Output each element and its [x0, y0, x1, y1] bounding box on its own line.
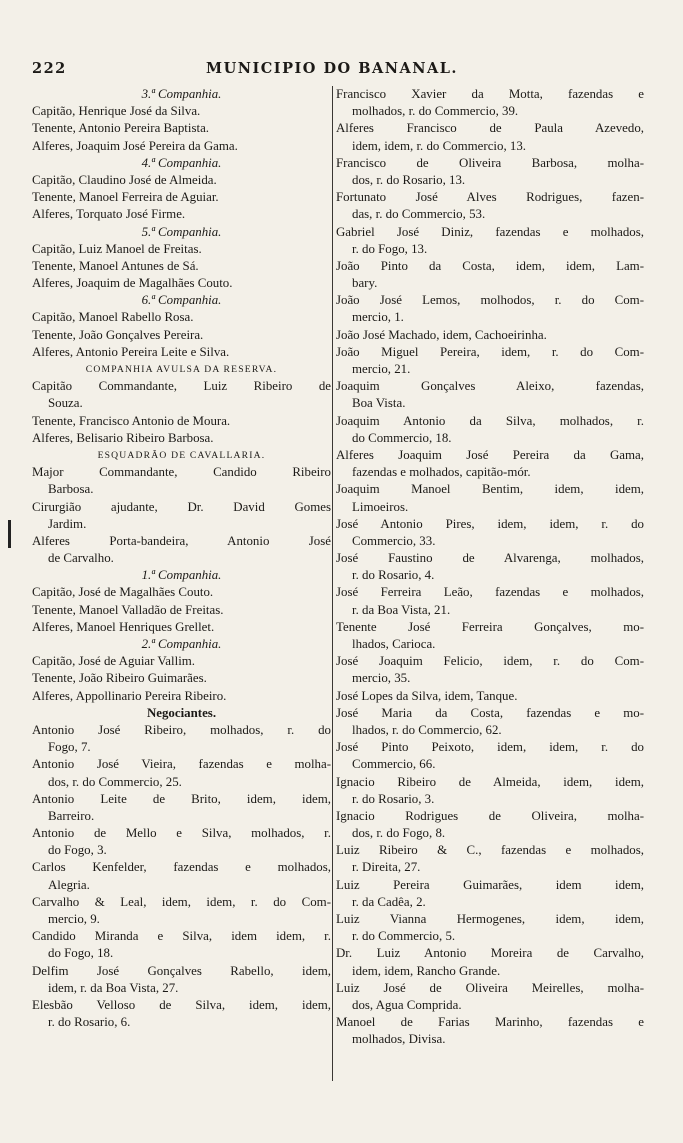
text-line: Luiz Vianna Hermogenes, idem, idem, [336, 912, 644, 926]
text-line: lhados, r. do Commercio, 62. [352, 722, 502, 737]
text-line: Negociantes. [146, 705, 217, 720]
running-header [32, 60, 632, 84]
text-line: ESQUADRÃO DE CAVALLARIA. [97, 449, 266, 461]
text-line: Carlos Kenfelder, fazendas e molhados, [32, 860, 331, 875]
text-line: Alferes, Manoel Henriques Grellet. [32, 619, 215, 634]
text-line: Manoel de Farias Marinho, fazendas e [336, 1015, 644, 1030]
text-line: bary. [352, 276, 378, 291]
text-line: Tenente, Francisco Antonio de Moura. [32, 413, 231, 428]
text-line: molhados, r. do Commercio, 39. [352, 104, 519, 119]
text-line: José Ferreira Leão, fazendas e molhados, [336, 585, 644, 600]
text-line: Gabriel José Diniz, fazendas e molhados, [336, 224, 644, 239]
text-line: 2.ª Companhia. [141, 637, 222, 651]
text-line: José Faustino de Alvarenga, molhados, [336, 551, 644, 566]
text-line: 5.ª Companhia. [141, 224, 222, 239]
text-line: Joaquim Gonçalves Aleixo, fazendas, [336, 379, 644, 394]
text-line: de Carvalho. [48, 551, 114, 566]
text-line: Capitão, Claudino José de Almeida. [32, 172, 217, 187]
text-line: Elesbão Velloso de Silva, idem, idem, [32, 997, 331, 1012]
text-line: mercio, 1. [352, 310, 404, 325]
text-line: dos, Agua Comprida. [352, 997, 462, 1012]
text-line: das, r. do Commercio, 53. [352, 207, 486, 222]
text-line: João José Machado, idem, Cachoeirinha. [336, 327, 547, 342]
text-line: dos, r. do Fogo, 8. [352, 826, 446, 841]
text-line: Delfim José Gonçalves Rabello, idem, [32, 963, 331, 978]
text-line: 3.ª Companhia. [141, 87, 222, 101]
text-line: Dr. Luiz Antonio Moreira de Carvalho, [336, 946, 644, 961]
text-line: Commercio, 66. [352, 757, 436, 772]
text-line: 6.ª Companhia. [141, 293, 222, 308]
text-line: Commercio, 33. [352, 533, 436, 548]
text-line: 4.ª Companhia. [141, 155, 222, 170]
text-line: r. do Rosario, 4. [352, 568, 435, 583]
text-line: Alegria. [48, 877, 90, 892]
text-line: Barbosa. [48, 482, 94, 497]
text-line: dos, r. do Rosario, 13. [352, 172, 466, 187]
text-line: Capitão, Luiz Manoel de Freitas. [32, 241, 202, 256]
text-line: COMPANHIA AVULSA DA RESERVA. [85, 364, 278, 375]
text-line: Francisco Xavier da Motta, fazendas e [336, 87, 644, 101]
text-line: Capitão, José de Magalhães Couto. [32, 585, 214, 600]
text-line: r. do Rosario, 6. [48, 1015, 131, 1030]
text-line: Luiz Ribeiro & C., fazendas e molhados, [336, 843, 644, 858]
text-line: Alferes, Torquato José Firme. [32, 207, 186, 222]
text-line: Alferes, Appollinario Pereira Ribeiro. [32, 688, 227, 703]
text-line: Tenente, Antonio Pereira Baptista. [32, 121, 210, 136]
text-line: Major Commandante, Candido Ribeiro [32, 465, 331, 480]
text-line: molhados, Divisa. [352, 1032, 446, 1047]
text-line: lhados, Carioca. [352, 637, 436, 651]
text-line: Boa Vista. [352, 396, 406, 411]
text-line: Alferes Porta-bandeira, Antonio José [32, 533, 331, 548]
text-line: Barreiro. [48, 808, 95, 823]
text-line: r. do Rosario, 3. [352, 791, 435, 806]
text-line: Alferes Joaquim José Pereira da Gama, [336, 447, 644, 462]
text-line: Jardim. [48, 516, 87, 531]
text-line: do Fogo, 18. [48, 946, 114, 961]
text-line: Antonio de Mello e Silva, molhados, r. [32, 826, 331, 841]
left-column [32, 86, 331, 1031]
text-line: Capitão Commandante, Luiz Ribeiro de [32, 379, 331, 394]
text-line: Luiz Pereira Guimarães, idem idem, [336, 877, 644, 892]
text-line: do Fogo, 3. [48, 843, 107, 858]
text-line: Ignacio Rodrigues de Oliveira, molha- [336, 808, 644, 823]
text-line: José Antonio Pires, idem, idem, r. do [336, 516, 644, 531]
text-line: Joaquim Antonio da Silva, molhados, r. [336, 413, 644, 428]
text-line: Capitão, Henrique José da Silva. [32, 104, 201, 119]
text-line: Antonio José Ribeiro, molhados, r. do [32, 722, 331, 737]
text-line: Antonio Leite de Brito, idem, idem, [32, 791, 331, 806]
text-line: Cirurgião ajudante, Dr. David Gomes [32, 499, 331, 514]
text-line: José Joaquim Felicio, idem, r. do Com- [336, 654, 644, 669]
text-line: Tenente José Ferreira Gonçalves, mo- [336, 619, 644, 634]
column-divider [332, 86, 333, 1081]
text-line: r. da Boa Vista, 21. [352, 602, 451, 617]
text-line: Luiz José de Oliveira Meirelles, molha- [336, 980, 644, 995]
text-line: Tenente, João Gonçalves Pereira. [32, 327, 204, 342]
text-line: Tenente, Manoel Antunes de Sá. [32, 258, 199, 273]
text-line: 1.ª Companhia. [141, 568, 222, 583]
text-line: Fortunato José Alves Rodrigues, fazen- [336, 190, 644, 205]
text-line: mercio, 35. [352, 671, 411, 686]
text-line: Capitão, José de Aguiar Vallim. [32, 654, 196, 669]
text-line: idem, r. da Boa Vista, 27. [48, 980, 179, 995]
text-line: Alferes, Antonio Pereira Leite e Silva. [32, 344, 230, 359]
text-line: Joaquim Manoel Bentim, idem, idem, [336, 482, 644, 497]
text-line: Alferes, Joaquim de Magalhães Couto. [32, 276, 233, 291]
text-line: r. Direita, 27. [352, 860, 421, 875]
text-line: idem, idem, r. do Commercio, 13. [352, 138, 526, 153]
text-line: Fogo, 7. [48, 740, 91, 755]
text-line: Capitão, Manoel Rabello Rosa. [32, 310, 194, 325]
text-line: dos, r. do Commercio, 25. [48, 774, 182, 789]
margin-mark [8, 520, 11, 548]
text-line: r. da Cadêa, 2. [352, 894, 426, 909]
text-line: José Lopes da Silva, idem, Tanque. [336, 688, 518, 703]
text-line: Carvalho & Leal, idem, idem, r. do Com- [32, 894, 331, 909]
text-line: Tenente, João Ribeiro Guimarães. [32, 671, 207, 686]
text-line: José Pinto Peixoto, idem, idem, r. do [336, 740, 644, 755]
text-line: r. do Commercio, 5. [352, 929, 456, 944]
text-line: fazendas e molhados, capitão-mór. [352, 465, 531, 480]
text-line: Alferes Francisco de Paula Azevedo, [336, 121, 644, 136]
text-line: José Maria da Costa, fazendas e mo- [336, 705, 644, 720]
text-line: Ignacio Ribeiro de Almeida, idem, idem, [336, 774, 644, 789]
text-line: mercio, 21. [352, 362, 411, 376]
text-line: Tenente, Manoel Ferreira de Aguiar. [32, 190, 219, 205]
right-column [336, 86, 644, 1049]
text-line: mercio, 9. [48, 912, 100, 926]
text-line: Limoeiros. [352, 499, 409, 514]
text-line: do Commercio, 18. [352, 430, 452, 445]
text-line: idem, idem, Rancho Grande. [352, 963, 501, 978]
text-line: Alferes, Joaquim José Pereira da Gama. [32, 138, 238, 153]
text-line: r. do Fogo, 13. [352, 241, 428, 256]
text-line: Francisco de Oliveira Barbosa, molha- [336, 155, 644, 170]
page-number: 222 [32, 60, 67, 77]
page-title: MUNICIPIO DO BANANAL. [206, 60, 458, 77]
text-line: Souza. [48, 396, 83, 411]
text-line: Antonio José Vieira, fazendas e molha- [32, 757, 331, 772]
text-line: João Pinto da Costa, idem, idem, Lam- [336, 258, 644, 273]
text-line: João Miguel Pereira, idem, r. do Com- [336, 344, 644, 359]
text-line: Candido Miranda e Silva, idem idem, r. [32, 929, 331, 944]
text-line: João José Lemos, molhodos, r. do Com- [336, 293, 644, 308]
text-line: Alferes, Belisario Ribeiro Barbosa. [32, 430, 214, 445]
text-line: Tenente, Manoel Valladão de Freitas. [32, 602, 224, 617]
